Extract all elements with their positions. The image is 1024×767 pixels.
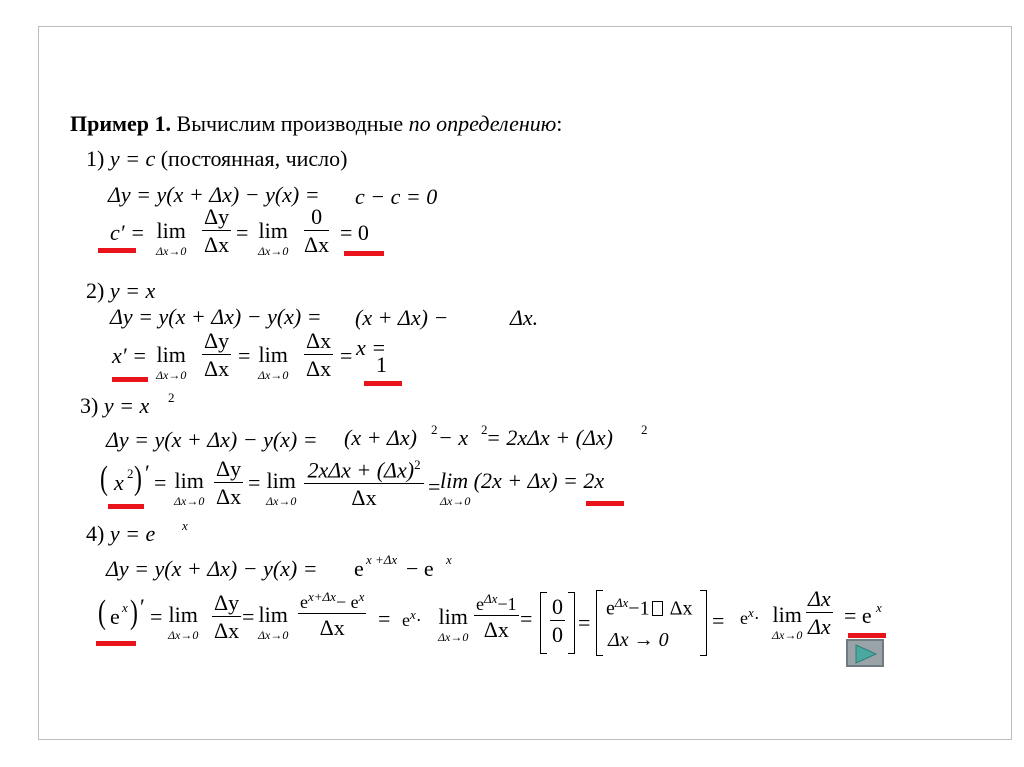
ex1-frac-2: 0 Δx bbox=[304, 204, 330, 257]
ex4-lim-3: lim Δx→0 bbox=[438, 604, 469, 644]
red-mark bbox=[344, 251, 384, 256]
ex4-final-prefix: $e^x\cdot$ bbox=[740, 605, 760, 628]
ex4-label: 4) y = e bbox=[86, 521, 156, 546]
ex1-delta: Δy = y(x + Δx) − y(x) = bbox=[108, 182, 320, 207]
ex2-tail: = bbox=[340, 343, 353, 368]
ex2-delta-a: (x + Δx) − bbox=[355, 305, 449, 330]
ex4-delta-tail: − e bbox=[406, 556, 434, 581]
ex4-delta-exp: x +Δx bbox=[366, 552, 398, 567]
ex2-delta-b: Δx. bbox=[510, 305, 539, 330]
ex1-lhs: c′ = bbox=[110, 220, 145, 245]
red-mark bbox=[364, 381, 402, 386]
ex3-frac-1: Δy Δx bbox=[216, 456, 242, 509]
ex4-bracket-top: $e^{\Delta x}-1$ Δx bbox=[606, 595, 693, 620]
ex4-delta: Δy = y(x + Δx) − y(x) = bbox=[106, 556, 318, 581]
ex4-bracket-bottom: Δx → 0 bbox=[608, 629, 669, 651]
ex3-paren-left: ( bbox=[100, 460, 108, 497]
heading-text: Вычислим производные bbox=[171, 111, 409, 136]
ex4-frac-2: $e^{x+\Delta x}- e^x$ Δx bbox=[300, 589, 365, 640]
ex4-ex-prefix: $e^x\cdot$ bbox=[402, 607, 422, 630]
bracket-right-1 bbox=[568, 592, 575, 654]
ex3-lhs-exp: 2 bbox=[127, 466, 134, 481]
red-mark bbox=[108, 504, 144, 509]
ex4-eq-2: = bbox=[242, 604, 255, 629]
red-mark bbox=[112, 377, 148, 382]
red-mark bbox=[96, 641, 136, 646]
heading-bold: Пример 1. bbox=[70, 111, 172, 136]
example-heading bbox=[70, 113, 562, 135]
ex4-eq-1: = bbox=[150, 604, 163, 629]
ex4-frac-1: Δy Δx bbox=[214, 590, 240, 643]
ex4-delta-e: e bbox=[354, 556, 364, 581]
bracket-left-2 bbox=[596, 590, 603, 656]
next-arrow-icon bbox=[854, 644, 878, 664]
ex4-eq-5: = bbox=[578, 610, 591, 635]
ex4-lhs-exp: x bbox=[122, 600, 128, 615]
ex3-eq-3: = bbox=[428, 474, 441, 499]
ex4-final: = e bbox=[844, 603, 872, 628]
ex3-delta-b: − x bbox=[438, 425, 469, 450]
ex3-eq-2: = bbox=[248, 470, 261, 495]
ex3-sq-2: 2 bbox=[481, 422, 488, 437]
ex2-frac-1: Δy Δx bbox=[204, 328, 230, 381]
ex4-eq-3: = bbox=[378, 606, 391, 631]
ex3-label-exp: 2 bbox=[168, 390, 175, 405]
ex4-lim-2: lim Δx→0 bbox=[258, 602, 289, 642]
ex4-eq-4: = bbox=[520, 606, 533, 631]
ex3-sq-3: 2 bbox=[641, 422, 648, 437]
ex3-delta: Δy = y(x + Δx) − y(x) = bbox=[106, 427, 318, 452]
ex4-frac-4: Δx Δx bbox=[808, 586, 831, 639]
ex4-frac-3: $e^{\Delta x}-1$ Δx bbox=[476, 591, 517, 642]
ex2-lim-1: lim Δx→0 bbox=[156, 342, 187, 382]
ex2-result: 1 bbox=[376, 352, 387, 377]
ex4-zero-frac: 0 0 bbox=[552, 594, 563, 647]
ex3-lim-2: lim Δx→0 bbox=[266, 468, 297, 508]
ex4-final-exp: x bbox=[876, 600, 882, 615]
ex2-delta: Δy = y(x + Δx) − y(x) = bbox=[110, 304, 322, 329]
ex4-lhs-e: e bbox=[110, 604, 120, 629]
ex3-eq-1: = bbox=[154, 470, 167, 495]
ex3-lhs-x: x bbox=[114, 470, 124, 495]
ex3-lim-1: lim Δx→0 bbox=[174, 468, 205, 508]
red-mark bbox=[848, 633, 886, 638]
ex2-lhs: x′ = bbox=[112, 343, 147, 368]
placeholder-box-icon bbox=[652, 601, 663, 616]
red-mark bbox=[98, 248, 136, 253]
ex1-lim-2: lim Δx→0 bbox=[258, 218, 289, 258]
ex2-overlay: x = bbox=[356, 335, 387, 360]
ex3-delta-a: (x + Δx) bbox=[344, 425, 417, 450]
ex3-label: 3) y = x bbox=[80, 393, 150, 418]
ex2-eq: = bbox=[238, 343, 251, 368]
red-mark bbox=[586, 501, 624, 506]
heading-italic: по определению bbox=[408, 111, 557, 136]
ex2-frac-2: Δx Δx bbox=[306, 328, 332, 381]
ex1-label: 1) y = c (постоянная, число) bbox=[86, 146, 348, 171]
ex4-lim-1: lim Δx→0 bbox=[168, 602, 199, 642]
next-slide-button[interactable] bbox=[846, 639, 884, 667]
ex1-frac-1: Δy Δx bbox=[204, 204, 230, 257]
ex4-delta-exp2: x bbox=[446, 552, 452, 567]
ex3-delta-c: = 2xΔx + (Δx) bbox=[486, 425, 613, 450]
bracket-right-2 bbox=[700, 590, 707, 656]
ex3-paren-right: ) bbox=[134, 460, 142, 497]
ex4-eq-6: = bbox=[712, 608, 725, 633]
ex4-paren-right: ) bbox=[130, 594, 138, 631]
ex1-lim-1: lim Δx→0 bbox=[156, 218, 187, 258]
ex2-label: 2) y = x bbox=[86, 278, 156, 303]
ex1-delta-result: c − c = 0 bbox=[355, 184, 438, 209]
ex1-eq: = bbox=[236, 220, 249, 245]
ex4-lim-4: lim Δx→0 bbox=[772, 602, 803, 642]
ex1-result: = 0 bbox=[340, 220, 369, 245]
ex3-prime: ′ bbox=[145, 460, 150, 485]
ex3-lim-3: lim (2x + Δx) = 2x Δx→0 bbox=[440, 468, 605, 508]
ex4-label-exp: x bbox=[182, 518, 188, 533]
ex4-paren-left: ( bbox=[98, 594, 106, 631]
ex4-prime: ′ bbox=[140, 594, 145, 619]
ex3-frac-2: $2x\Delta x + (\Delta x)^2$ Δx bbox=[304, 458, 424, 509]
ex3-sq-1: 2 bbox=[431, 422, 438, 437]
ex2-lim-2: lim Δx→0 bbox=[258, 342, 289, 382]
bracket-left-1 bbox=[540, 592, 547, 654]
heading-colon: : bbox=[556, 111, 563, 136]
